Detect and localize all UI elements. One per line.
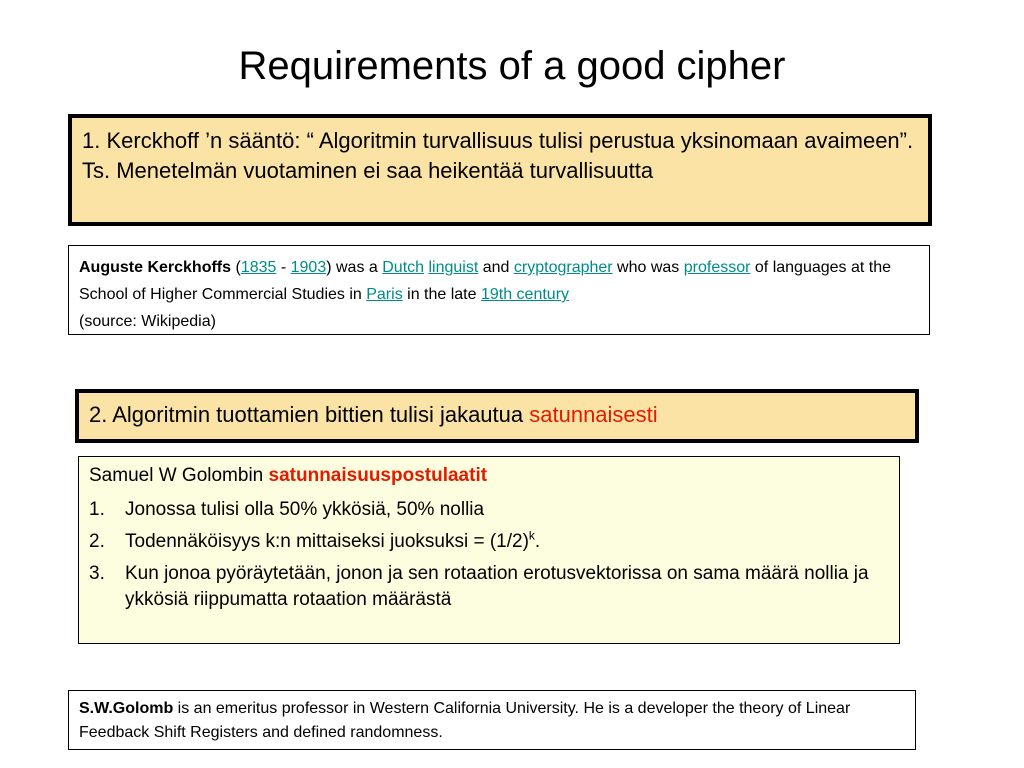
randomness-highlight: satunnaisesti [529, 402, 658, 427]
source-note: (source: Wikipedia) [79, 313, 216, 330]
link-paris[interactable]: Paris [366, 286, 403, 303]
item-text: Jonossa tulisi olla 50% ykkösiä, 50% nollia [125, 499, 485, 520]
item-superscript: k [528, 528, 535, 543]
golomb-name: S.W.Golomb [79, 700, 174, 717]
link-1903[interactable]: 1903 [290, 259, 327, 276]
item-text: Kun jonoa pyöräytetään, jonon ja sen rotaation erotusvektorissa on sama määrä nollia ja ykkösiä riippumatta rotaation määrästä [125, 563, 869, 610]
link-professor[interactable]: professor [683, 259, 751, 276]
golomb-info-box [68, 690, 916, 750]
text-fragment: who was [612, 259, 684, 276]
kerckhoffs-name: Auguste Kerckhoffs [79, 259, 232, 276]
golomb-postulates-box [78, 456, 900, 644]
postulates-title: satunnaisuuspostulaatit [268, 465, 488, 486]
text-fragment: ( [231, 259, 241, 276]
kerckhoffs-info-box [68, 245, 930, 335]
randomness-rule-box [75, 389, 919, 443]
golomb-info-text: is an emeritus professor in Western California University. He is a developer the theory of Linear Feedback Shift Registers and defined randomness. [79, 700, 851, 741]
link-linguist[interactable]: linguist [428, 259, 479, 276]
list-item [89, 529, 899, 555]
item-tail: . [534, 531, 541, 552]
postulates-list [89, 497, 899, 613]
slide-title: Requirements of a good cipher [238, 44, 786, 88]
text-fragment: ) was a [326, 259, 383, 276]
kerckhoff-rule-text: 1. Kerckhoff ’n sääntö: “ Algoritmin turvallisuus tulisi perustua yksinomaan avaimeen”. Ts. Menetelmän vuotaminen ei saa heikentää turvallisuutta [82, 128, 914, 183]
text-fragment: of languages at the School of Higher Commercial Studies in [79, 259, 892, 303]
link-cryptographer[interactable]: cryptographer [513, 259, 613, 276]
item-text: Todennäköisyys k:n mittaiseksi juoksuksi = (1/2) [125, 531, 529, 552]
link-1835[interactable]: 1835 [240, 259, 277, 276]
postulates-heading [89, 463, 899, 489]
text-fragment: in the late [402, 286, 481, 303]
randomness-rule-text: 2. Algoritmin tuottamien bittien tulisi jakautua [89, 402, 530, 427]
item-number: 2. [89, 531, 105, 552]
randomness-rule-line [79, 393, 915, 431]
text-fragment: and [478, 259, 514, 276]
list-item [89, 561, 899, 613]
item-number: 3. [89, 563, 105, 584]
text-fragment: - [276, 259, 291, 276]
item-number: 1. [89, 499, 105, 520]
link-dutch[interactable]: Dutch [382, 259, 425, 276]
kerckhoff-rule-box [68, 114, 932, 226]
list-item [89, 497, 899, 523]
link-19th-century[interactable]: 19th century [480, 286, 570, 303]
postulates-intro: Samuel W Golombin [89, 465, 269, 486]
